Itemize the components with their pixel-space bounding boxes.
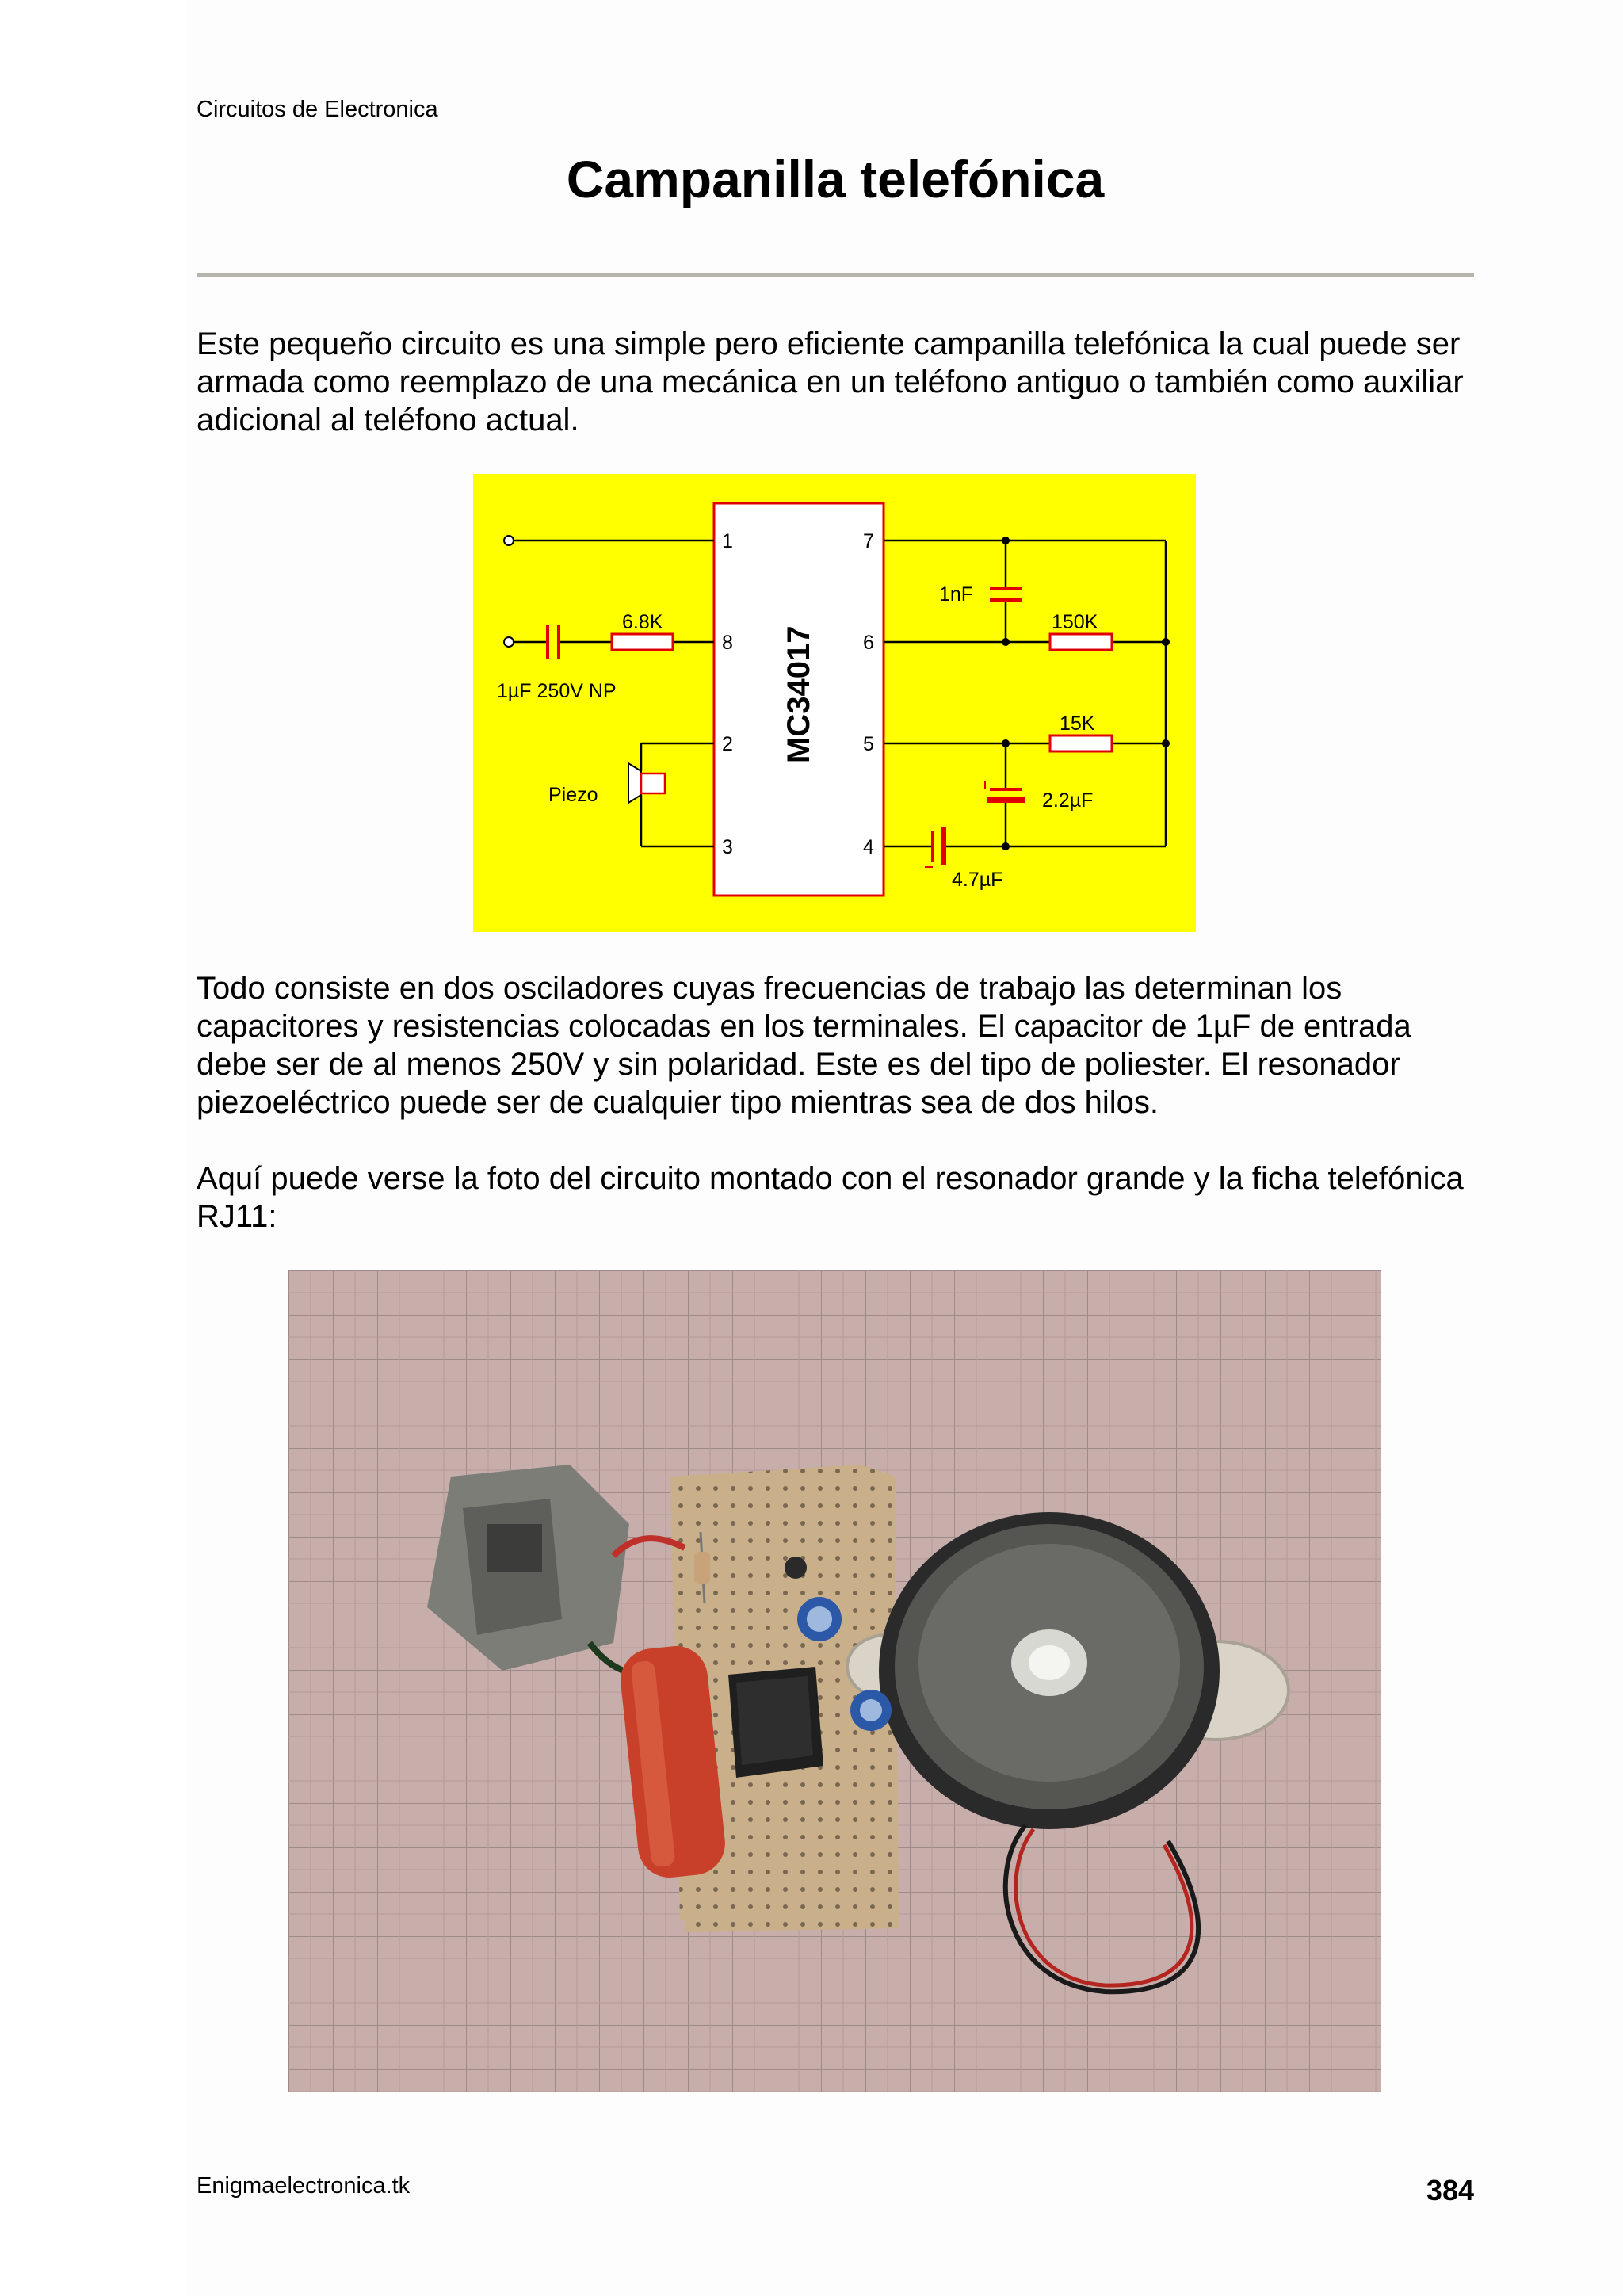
- capacitor-1nf-label: 1nF: [939, 583, 974, 606]
- capacitor-4u7-label: 4.7µF: [952, 869, 1003, 891]
- capacitor-2u2-label: 2.2µF: [1042, 789, 1094, 812]
- piezo-label: Piezo: [548, 784, 598, 806]
- schematic-svg: [473, 474, 1196, 932]
- pin-5: 5: [863, 733, 874, 755]
- circuit-schematic: [473, 474, 1196, 932]
- pin-2: 2: [722, 733, 733, 755]
- input-resistor: [612, 634, 673, 650]
- footer-site: Enigmaelectronica.tk: [197, 2173, 411, 2199]
- pin-6: 6: [863, 632, 874, 654]
- ic-chip: [728, 1667, 823, 1778]
- pin-8: 8: [722, 632, 733, 654]
- piezo-speaker: [628, 763, 665, 803]
- resistor-150k-label: 150K: [1052, 611, 1098, 633]
- capacitor-1nf: [990, 589, 1022, 600]
- input-resistor-label: 6.8K: [622, 611, 663, 633]
- title-divider: [197, 273, 1474, 277]
- description-paragraph: Todo consiste en dos osciladores cuyas frecuencias de trabajo las determinan los capacitores y resistencias colocadas en los terminales. El capacitor de 1µF de entrada debe ser de al menos 250V y sin polaridad. Este es del tipo de poliester. El resonador piezoeléctrico puede ser de cualquier tipo mientras sea de dos hilos.: [197, 971, 1411, 1120]
- ic-label: MC34017: [781, 625, 816, 763]
- circuit-photo-svg: [288, 1270, 1381, 2092]
- resistor-15k-label: 15K: [1060, 712, 1095, 735]
- pin-4: 4: [863, 836, 874, 858]
- input-capacitor: [548, 625, 559, 659]
- photo-intro-paragraph: Aquí puede verse la foto del circuito montado con el resonador grande y la ficha telefónica RJ11:: [197, 1161, 1464, 1234]
- input-terminal-1: [504, 536, 514, 545]
- pin-3: 3: [722, 836, 733, 858]
- page-title: Campanilla telefónica: [566, 150, 1105, 208]
- input-capacitor-label: 1µF 250V NP: [497, 680, 617, 702]
- resistor-15k: [1050, 735, 1112, 751]
- page-number: 384: [1426, 2174, 1474, 2206]
- circuit-photo: [288, 1270, 1381, 2092]
- pin-7: 7: [863, 530, 874, 552]
- pin-1: 1: [722, 530, 733, 552]
- resistor-150k: [1050, 634, 1112, 650]
- input-terminal-2: [504, 637, 514, 647]
- intro-paragraph: Este pequeño circuito es una simple pero eficiente campanilla telefónica la cual puede ser armada como reemplazo de una mecánica en un teléfono antiguo o también como auxiliar adicional al teléfono actual.: [197, 327, 1464, 437]
- running-header: Circuitos de Electronica: [197, 97, 438, 122]
